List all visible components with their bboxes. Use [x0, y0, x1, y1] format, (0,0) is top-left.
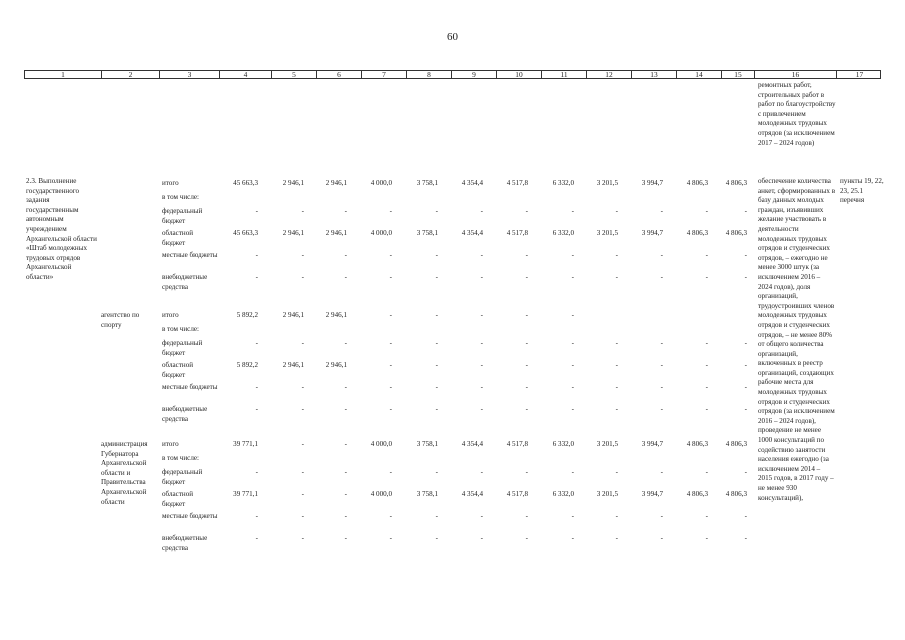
funding-value: - — [660, 207, 663, 215]
funding-value: - — [525, 273, 528, 281]
funding-value: - — [744, 534, 747, 542]
funding-value: - — [525, 512, 528, 520]
funding-value: - — [301, 273, 304, 281]
funding-value: - — [571, 383, 574, 391]
funding-value: - — [255, 207, 258, 215]
funding-value: - — [344, 440, 347, 448]
funding-value: - — [255, 468, 258, 476]
funding-value: - — [389, 273, 392, 281]
funding-value: - — [255, 251, 258, 259]
funding-source-label: федеральный бюджет — [162, 339, 203, 357]
funding-source-label: местные бюджеты — [162, 251, 218, 259]
funding-value: 2 946,1 — [282, 311, 304, 319]
indicator-text-continued: ремонтных работ, строительных работ в работ по благоустройству с привлечением молодежных трудовых отрядов (за исключением 2017 – 2024 годов) — [758, 81, 836, 147]
funding-value: 4 806,3 — [686, 229, 708, 237]
funding-value: - — [480, 534, 483, 542]
funding-value: 4 354,4 — [461, 490, 483, 498]
funding-source-label: итого — [162, 440, 179, 448]
funding-value: 39 771,1 — [233, 490, 258, 498]
funding-value: 3 758,1 — [416, 229, 438, 237]
funding-value: 4 806,3 — [686, 440, 708, 448]
funding-value: 2 946,1 — [325, 229, 347, 237]
funding-value: - — [389, 383, 392, 391]
funding-value: - — [525, 311, 528, 319]
funding-value: - — [660, 512, 663, 520]
funding-value: - — [344, 251, 347, 259]
funding-value: - — [615, 361, 618, 369]
funding-value: - — [344, 534, 347, 542]
funding-value: - — [344, 273, 347, 281]
funding-value: - — [571, 339, 574, 347]
funding-value: 6 332,0 — [552, 440, 574, 448]
funding-value: - — [389, 339, 392, 347]
funding-value: - — [435, 311, 438, 319]
funding-value: 2 946,1 — [282, 179, 304, 187]
funding-value: - — [344, 512, 347, 520]
funding-value: 4 354,4 — [461, 440, 483, 448]
funding-value: - — [660, 273, 663, 281]
funding-value: - — [525, 361, 528, 369]
funding-value: - — [705, 534, 708, 542]
funding-value: - — [571, 361, 574, 369]
funding-value: - — [705, 383, 708, 391]
funding-value: - — [744, 339, 747, 347]
funding-value: 3 201,5 — [596, 440, 618, 448]
funding-source-label: федеральный бюджет — [162, 207, 203, 225]
funding-value: - — [480, 251, 483, 259]
funding-value: - — [705, 207, 708, 215]
funding-value: - — [744, 207, 747, 215]
funding-value: - — [571, 512, 574, 520]
funding-value: 2 946,1 — [325, 361, 347, 369]
funding-value: - — [255, 273, 258, 281]
funding-value: - — [435, 383, 438, 391]
funding-value: - — [615, 534, 618, 542]
funding-source-label: областной бюджет — [162, 361, 194, 379]
funding-value: - — [435, 512, 438, 520]
funding-value: - — [435, 273, 438, 281]
funding-value: - — [705, 273, 708, 281]
funding-value: - — [389, 361, 392, 369]
funding-value: 2 946,1 — [282, 361, 304, 369]
funding-value: - — [660, 339, 663, 347]
funding-value: - — [435, 251, 438, 259]
funding-value: - — [744, 383, 747, 391]
funding-source-label: внебюджетные средства — [162, 405, 208, 423]
funding-value: - — [525, 405, 528, 413]
funding-value: - — [571, 311, 574, 319]
funding-value: - — [660, 383, 663, 391]
funding-value: - — [389, 405, 392, 413]
header-col-10: 10 — [496, 71, 541, 78]
funding-value: 3 994,7 — [641, 440, 663, 448]
funding-value: - — [571, 207, 574, 215]
funding-value: - — [571, 468, 574, 476]
header-col-6: 6 — [316, 71, 361, 78]
funding-value: 45 663,3 — [233, 229, 258, 237]
header-col-16: 16 — [754, 71, 836, 78]
funding-value: - — [435, 361, 438, 369]
funding-value: 4 517,8 — [506, 490, 528, 498]
funding-value: - — [525, 251, 528, 259]
funding-source-label: областной бюджет — [162, 490, 194, 508]
funding-value: - — [571, 273, 574, 281]
funding-value: 4 806,3 — [686, 179, 708, 187]
funding-value: - — [301, 405, 304, 413]
funding-value: 3 758,1 — [416, 179, 438, 187]
header-col-4: 4 — [219, 71, 271, 78]
funding-value: - — [480, 361, 483, 369]
funding-value: - — [660, 534, 663, 542]
header-col-13: 13 — [631, 71, 676, 78]
funding-value: - — [480, 207, 483, 215]
funding-value: - — [344, 207, 347, 215]
funding-value: - — [615, 273, 618, 281]
funding-source-label: областной бюджет — [162, 229, 194, 247]
funding-value: - — [301, 490, 304, 498]
funding-value: 3 758,1 — [416, 490, 438, 498]
funding-value: 4 354,4 — [461, 229, 483, 237]
funding-value: 39 771,1 — [233, 440, 258, 448]
funding-value: - — [480, 311, 483, 319]
funding-value: - — [660, 251, 663, 259]
funding-value: 2 946,1 — [325, 311, 347, 319]
header-col-15: 15 — [721, 71, 754, 78]
funding-value: - — [615, 251, 618, 259]
funding-value: - — [744, 251, 747, 259]
funding-value: - — [255, 534, 258, 542]
funding-value: - — [525, 339, 528, 347]
funding-value: - — [525, 383, 528, 391]
funding-value: 3 994,7 — [641, 490, 663, 498]
funding-value: - — [255, 339, 258, 347]
funding-value: - — [525, 534, 528, 542]
funding-value: - — [344, 339, 347, 347]
funding-value: 4 806,3 — [725, 490, 747, 498]
funding-value: - — [301, 383, 304, 391]
funding-value: 4 517,8 — [506, 179, 528, 187]
funding-value: - — [744, 468, 747, 476]
funding-value: - — [480, 273, 483, 281]
header-col-7: 7 — [361, 71, 406, 78]
funding-value: - — [744, 361, 747, 369]
funding-value: - — [389, 311, 392, 319]
funding-value: - — [615, 383, 618, 391]
funding-value: - — [615, 512, 618, 520]
funding-source-label: в том числе: — [162, 325, 199, 333]
funding-value: 5 892,2 — [236, 311, 258, 319]
funding-value: - — [660, 361, 663, 369]
funding-source-label: в том числе: — [162, 454, 199, 462]
funding-value: - — [435, 339, 438, 347]
header-col-2: 2 — [101, 71, 159, 78]
funding-value: - — [301, 512, 304, 520]
funding-value: - — [301, 207, 304, 215]
funding-value: 3 758,1 — [416, 440, 438, 448]
funding-value: 45 663,3 — [233, 179, 258, 187]
funding-value: - — [480, 383, 483, 391]
header-col-9: 9 — [451, 71, 496, 78]
funding-value: 4 517,8 — [506, 440, 528, 448]
funding-value: - — [615, 207, 618, 215]
funding-value: - — [525, 207, 528, 215]
funding-value: - — [389, 468, 392, 476]
funding-value: - — [571, 405, 574, 413]
funding-value: - — [255, 405, 258, 413]
funding-value: - — [301, 534, 304, 542]
column-number-header-row — [24, 70, 881, 79]
funding-value: 3 201,5 — [596, 179, 618, 187]
funding-value: - — [615, 405, 618, 413]
header-col-11: 11 — [541, 71, 586, 78]
page-number: 60 — [447, 31, 458, 43]
funding-value: - — [344, 490, 347, 498]
funding-value: - — [389, 512, 392, 520]
measure-name: 2.3. Выполнение государственного задания государственным автономным учреждением Архангельской области «Штаб молодежных трудовых отрядов Архангельской области» — [26, 177, 97, 281]
funding-value: - — [705, 361, 708, 369]
funding-value: 4 806,3 — [725, 440, 747, 448]
funding-value: 5 892,2 — [236, 361, 258, 369]
funding-value: - — [389, 251, 392, 259]
funding-value: - — [301, 339, 304, 347]
funding-value: - — [744, 512, 747, 520]
funding-source-label: местные бюджеты — [162, 383, 218, 391]
funding-value: 3 201,5 — [596, 229, 618, 237]
funding-value: 3 994,7 — [641, 179, 663, 187]
funding-value: 4 806,3 — [725, 179, 747, 187]
funding-value: - — [705, 251, 708, 259]
executor-name: администрация Губернатора Архангельской области и Правительства Архангельской области — [101, 440, 148, 506]
funding-value: - — [480, 405, 483, 413]
funding-value: 4 354,4 — [461, 179, 483, 187]
header-col-12: 12 — [586, 71, 631, 78]
funding-value: 4 517,8 — [506, 229, 528, 237]
funding-value: - — [480, 339, 483, 347]
funding-value: - — [255, 383, 258, 391]
funding-value: 2 946,1 — [325, 179, 347, 187]
funding-value: - — [435, 534, 438, 542]
funding-source-label: итого — [162, 311, 179, 319]
header-col-3: 3 — [159, 71, 219, 78]
funding-value: - — [615, 339, 618, 347]
funding-source-label: внебюджетные средства — [162, 273, 208, 291]
funding-value: - — [744, 405, 747, 413]
funding-value: - — [301, 440, 304, 448]
header-col-1: 1 — [61, 70, 65, 79]
funding-value: - — [344, 405, 347, 413]
header-col-17: 17 — [836, 71, 882, 78]
funding-value: - — [480, 468, 483, 476]
funding-value: - — [301, 251, 304, 259]
header-col-8: 8 — [406, 71, 451, 78]
funding-value: 4 806,3 — [686, 490, 708, 498]
funding-source-label: местные бюджеты — [162, 512, 218, 520]
indicator-text: обеспечение количества анкет, сформированных в базу данных молодых граждан, изъявивших желание участвовать в деятельности молодежных трудовых отрядов и студенческих отрядов, – ежегодно не менее 3000 штук (за исключением 2016 – 2024 годов), доля организаций, трудоустроивших членов молодежных трудовых отрядов и студенческих отрядов, – не менее 80% от общего количества организаций, включенных в реестр организаций, создающих рабочие места для молодежных трудовых отрядов и студенческих отрядов (за исключением 2016 – 2024 годов), проведение не менее 1000 консультаций по содействию занятости населения ежегодно (за исключением 2014 – 2015 годов, в 2017 году – не менее 930 консультаций), — [758, 177, 836, 502]
funding-value: 3 201,5 — [596, 490, 618, 498]
funding-source-label: внебюджетные средства — [162, 534, 208, 552]
funding-value: - — [389, 207, 392, 215]
executor-name: агентство по спорту — [101, 311, 140, 329]
funding-value: - — [480, 512, 483, 520]
funding-value: - — [301, 468, 304, 476]
funding-value: - — [705, 512, 708, 520]
funding-value: 6 332,0 — [552, 179, 574, 187]
funding-value: - — [435, 207, 438, 215]
funding-value: - — [571, 534, 574, 542]
funding-source-label: федеральный бюджет — [162, 468, 203, 486]
funding-value: - — [435, 468, 438, 476]
funding-value: 4 806,3 — [725, 229, 747, 237]
funding-value: - — [344, 383, 347, 391]
funding-value: - — [389, 534, 392, 542]
funding-value: 4 000,0 — [370, 490, 392, 498]
funding-value: 2 946,1 — [282, 229, 304, 237]
funding-value: 6 332,0 — [552, 229, 574, 237]
funding-value: 4 000,0 — [370, 229, 392, 237]
funding-value: - — [705, 339, 708, 347]
funding-value: 4 000,0 — [370, 179, 392, 187]
funding-value: - — [435, 405, 438, 413]
funding-value: - — [660, 405, 663, 413]
funding-value: 6 332,0 — [552, 490, 574, 498]
funding-source-label: в том числе: — [162, 193, 199, 201]
funding-value: - — [744, 273, 747, 281]
funding-value: - — [525, 468, 528, 476]
funding-value: 4 000,0 — [370, 440, 392, 448]
funding-value: - — [660, 468, 663, 476]
header-col-5: 5 — [271, 71, 316, 78]
reference-items: пункты 19, 22, 23, 25.1 перечня — [840, 177, 884, 205]
funding-value: - — [255, 512, 258, 520]
funding-value: - — [705, 405, 708, 413]
header-col-14: 14 — [676, 71, 721, 78]
funding-value: - — [571, 251, 574, 259]
funding-value: - — [705, 468, 708, 476]
funding-source-label: итого — [162, 179, 179, 187]
funding-value: 3 994,7 — [641, 229, 663, 237]
funding-value: - — [344, 468, 347, 476]
funding-value: - — [615, 468, 618, 476]
